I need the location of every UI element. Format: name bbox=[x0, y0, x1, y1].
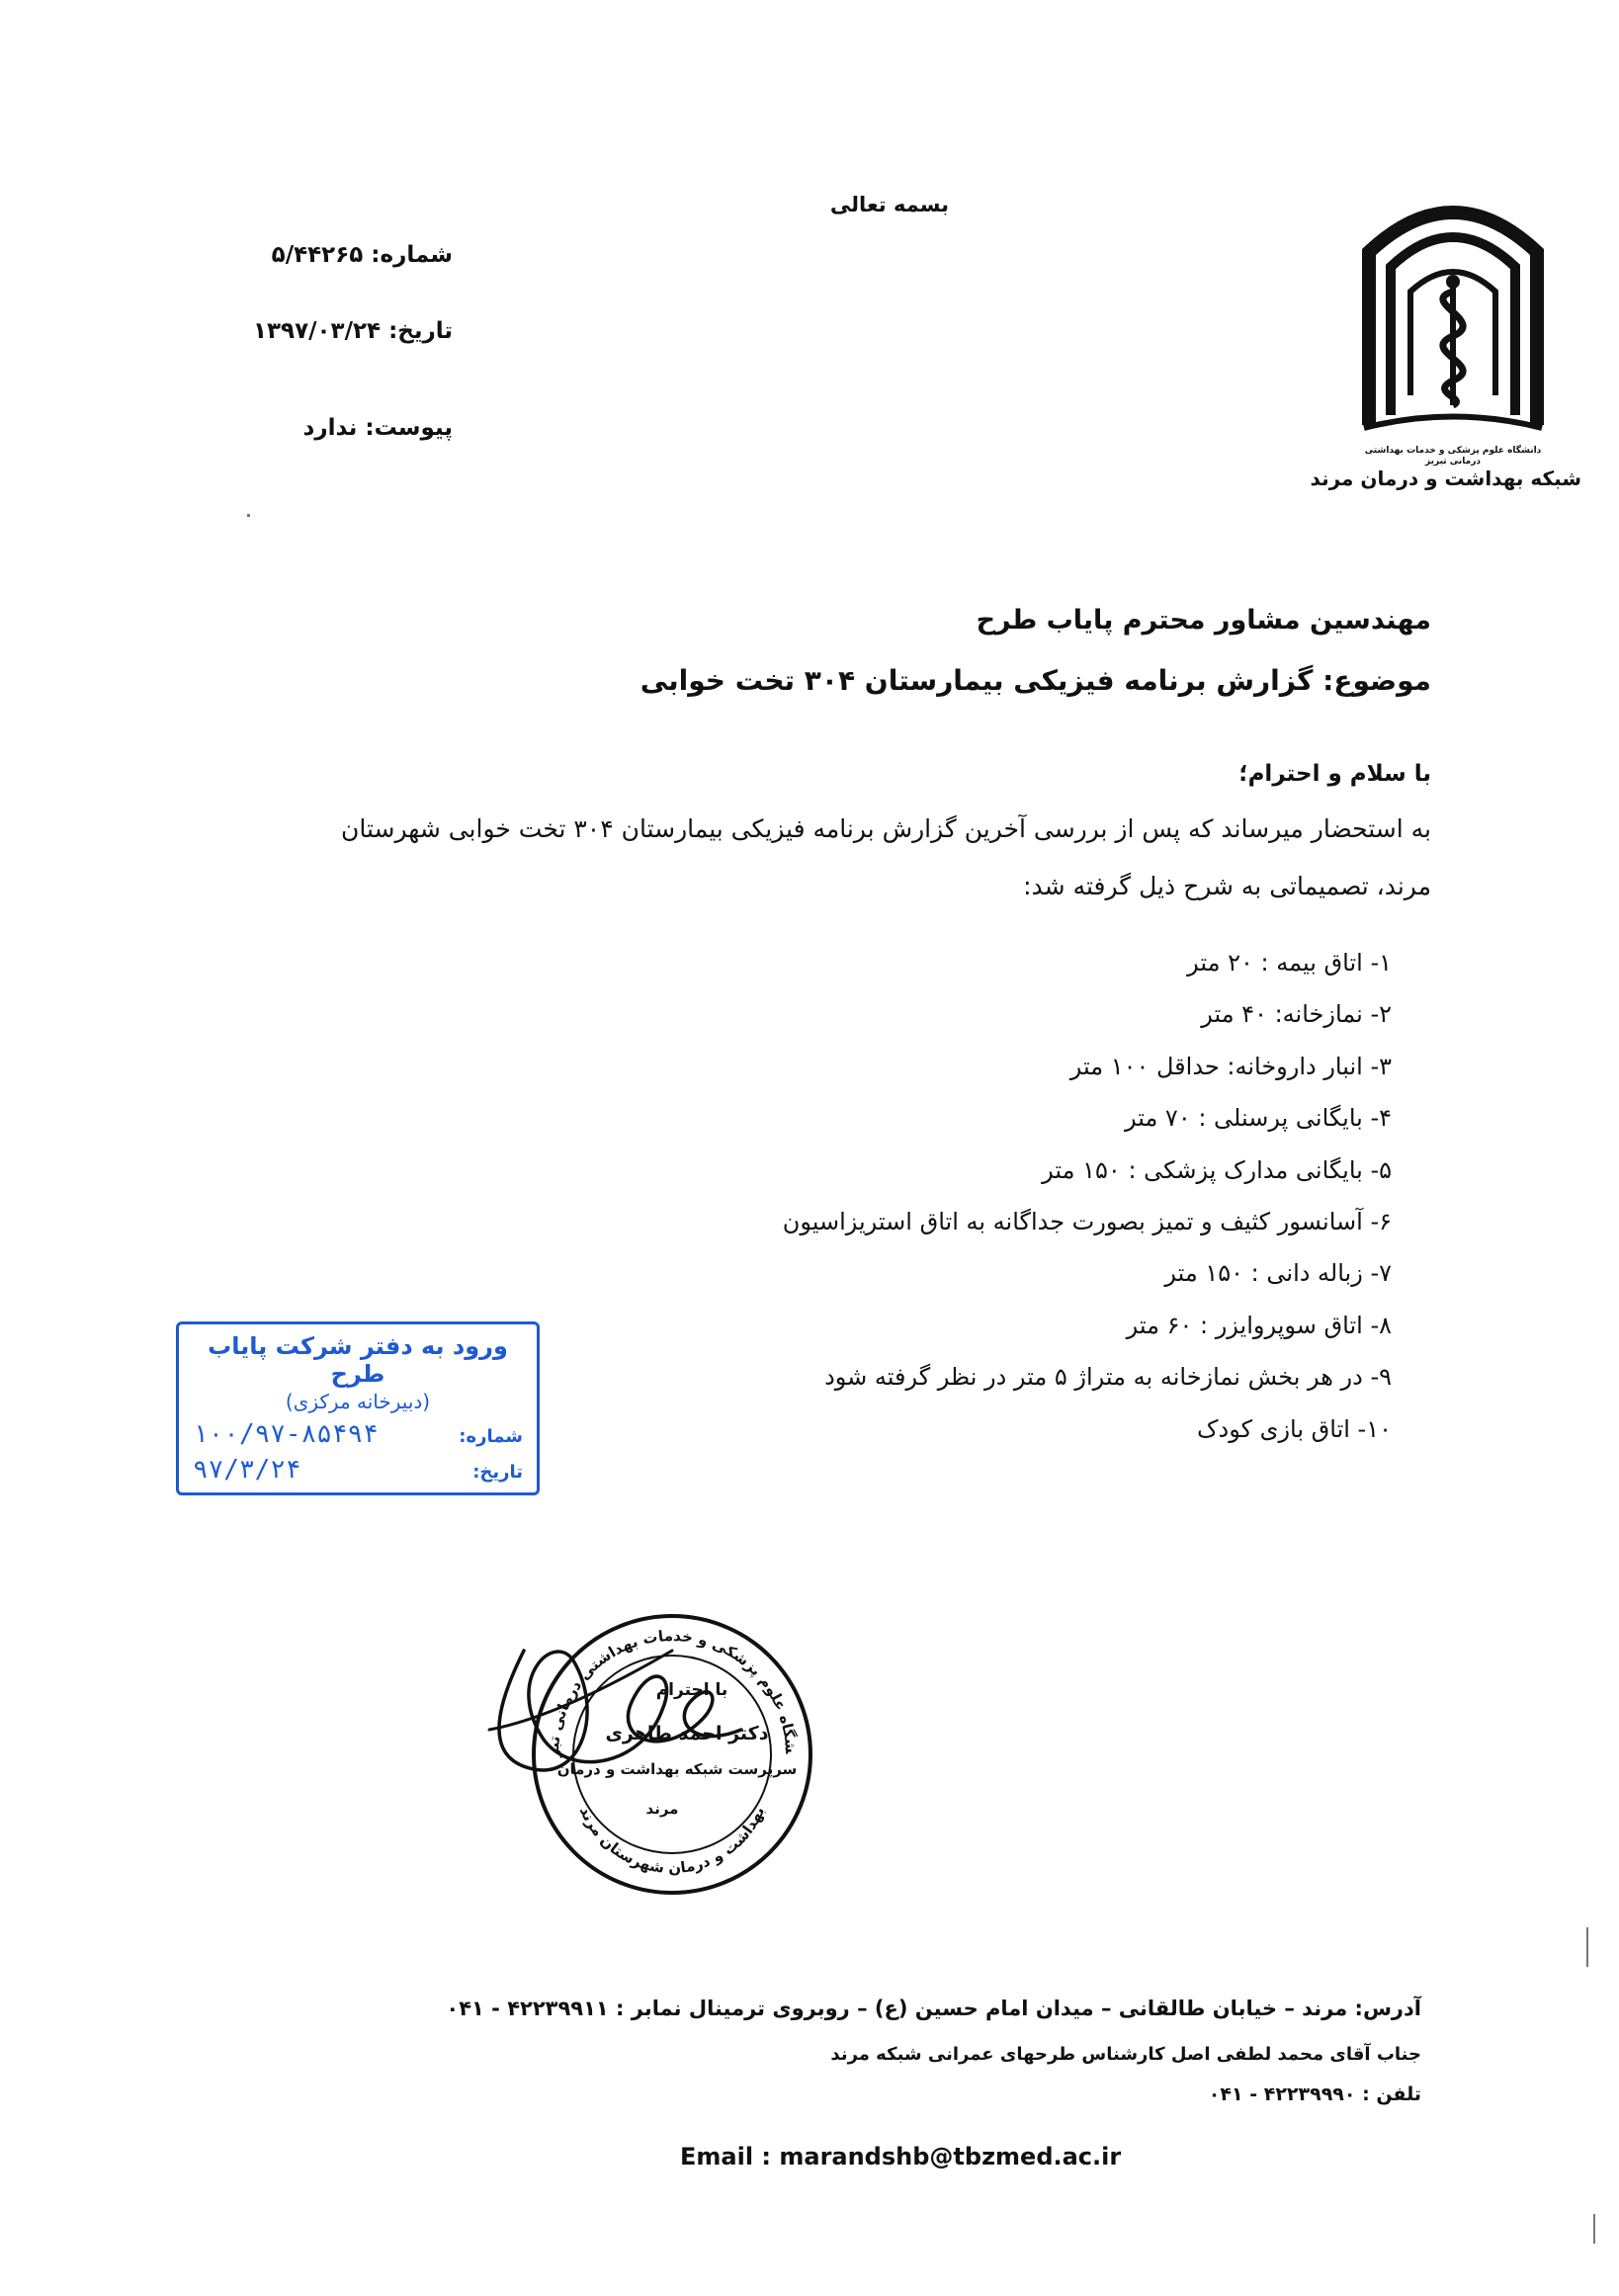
signature-seal bbox=[465, 1591, 880, 1917]
seal-title: سرپرست شبکه بهداشت و درمان bbox=[556, 1760, 798, 1778]
greeting: با سلام و احترام؛ bbox=[1238, 761, 1431, 787]
seal-bottom-text: بهداشت و درمان شهرستان مرند bbox=[575, 1804, 769, 1878]
decision-list bbox=[502, 937, 1392, 1455]
university-emblem-icon bbox=[1359, 183, 1547, 450]
logo-caption: دانشگاه علوم پزشکی و خدمات بهداشتی درمانی تبریز bbox=[1364, 446, 1542, 467]
list-item: ۸- اتاق سوپروایزر : ۶۰ متر bbox=[1126, 1311, 1392, 1339]
stamp-number-row bbox=[193, 1419, 523, 1449]
scan-speck bbox=[247, 514, 250, 517]
footer-contact: جناب آقای محمد لطفی اصل کارشناس طرحهای عمرانی شبکه مرند bbox=[830, 2044, 1421, 2065]
seal-city: مرند bbox=[645, 1800, 679, 1818]
seal-regards: با احترام bbox=[655, 1680, 728, 1700]
footer-address: آدرس: مرند – خیابان طالقانی – میدان امام حسین (ع) – روبروی ترمینال نمابر : ۴۲۲۳۹۹۱۱ - ۰۴۱ bbox=[446, 1997, 1421, 2020]
list-item: ۵- بایگانی مدارک پزشکی : ۱۵۰ متر bbox=[1042, 1155, 1392, 1184]
stamp-title: ورود به دفتر شرکت پایاب طرح bbox=[208, 1332, 508, 1388]
letter-date: تاریخ: ۱۳۹۷/۰۳/۲۴ bbox=[252, 318, 453, 344]
body-paragraph: به استحضار میرساند که پس از بررسی آخرین گزارش برنامه فیزیکی بیمارستان ۳۰۴ تخت خوابی شهرستان مرند، تصمیماتی به شرح ذیل گرفته شد: bbox=[341, 814, 1431, 900]
stamp-number-value: ۱۰۰/۹۷-۸۵۴۹۴ bbox=[193, 1419, 379, 1449]
stamp-date-label: تاریخ: bbox=[472, 1462, 523, 1483]
list-item: ۱۰- اتاق بازی کودک bbox=[1197, 1414, 1392, 1443]
list-item: ۹- در هر بخش نمازخانه به متراژ ۵ متر در نظر گرفته شود bbox=[824, 1363, 1392, 1392]
organization-name: شبکه بهداشت و درمان مرند bbox=[1310, 467, 1581, 490]
footer-phone: تلفن : ۴۲۲۳۹۹۹۰ - ۰۴۱ bbox=[1208, 2083, 1421, 2105]
list-item: ۳- انبار داروخانه: حداقل ۱۰۰ متر bbox=[1069, 1052, 1392, 1080]
basmala: بسمه تعالی bbox=[829, 193, 950, 216]
seal-signer: دکتر احمد طاهری bbox=[605, 1723, 769, 1744]
stamp-date-row bbox=[193, 1455, 523, 1485]
addressee: مهندسین مشاور محترم پایاب طرح bbox=[976, 605, 1431, 636]
letter-attachment: پیوست: ندارد bbox=[302, 415, 453, 441]
registration-stamp bbox=[176, 1321, 540, 1495]
list-item: ۲- نمازخانه: ۴۰ متر bbox=[1201, 1000, 1392, 1029]
seal-ring-text: شگاه علوم پزشکی و خدمات بهداشتی درمانی تبر bbox=[544, 1626, 801, 1758]
scan-speck bbox=[1586, 1927, 1588, 1967]
scan-speck bbox=[1593, 2214, 1595, 2244]
stamp-number-label: شماره: bbox=[459, 1426, 523, 1447]
list-item: ۱- اتاق بیمه : ۲۰ متر bbox=[1187, 949, 1392, 977]
stamp-subtitle: (دبیرخانه مرکزی) bbox=[285, 1390, 431, 1413]
footer-email: Email : marandshb@tbzmed.ac.ir bbox=[680, 2143, 1122, 2170]
list-item: ۶- آسانسور کثیف و تمیز بصورت جداگانه به اتاق استریزاسیون bbox=[782, 1208, 1392, 1236]
list-item: ۴- بایگانی پرسنلی : ۷۰ متر bbox=[1124, 1104, 1392, 1133]
subject-line: موضوع: گزارش برنامه فیزیکی بیمارستان ۳۰۴ تخت خوابی bbox=[639, 664, 1431, 697]
list-item: ۷- زباله دانی : ۱۵۰ متر bbox=[1164, 1259, 1392, 1288]
seal-graphic bbox=[465, 1591, 880, 1917]
university-logo bbox=[1359, 183, 1547, 468]
stamp-date-value: ۹۷/۳/۲۴ bbox=[193, 1455, 301, 1485]
letter-number: شماره: ۵/۴۴۲۶۵ bbox=[271, 242, 453, 268]
